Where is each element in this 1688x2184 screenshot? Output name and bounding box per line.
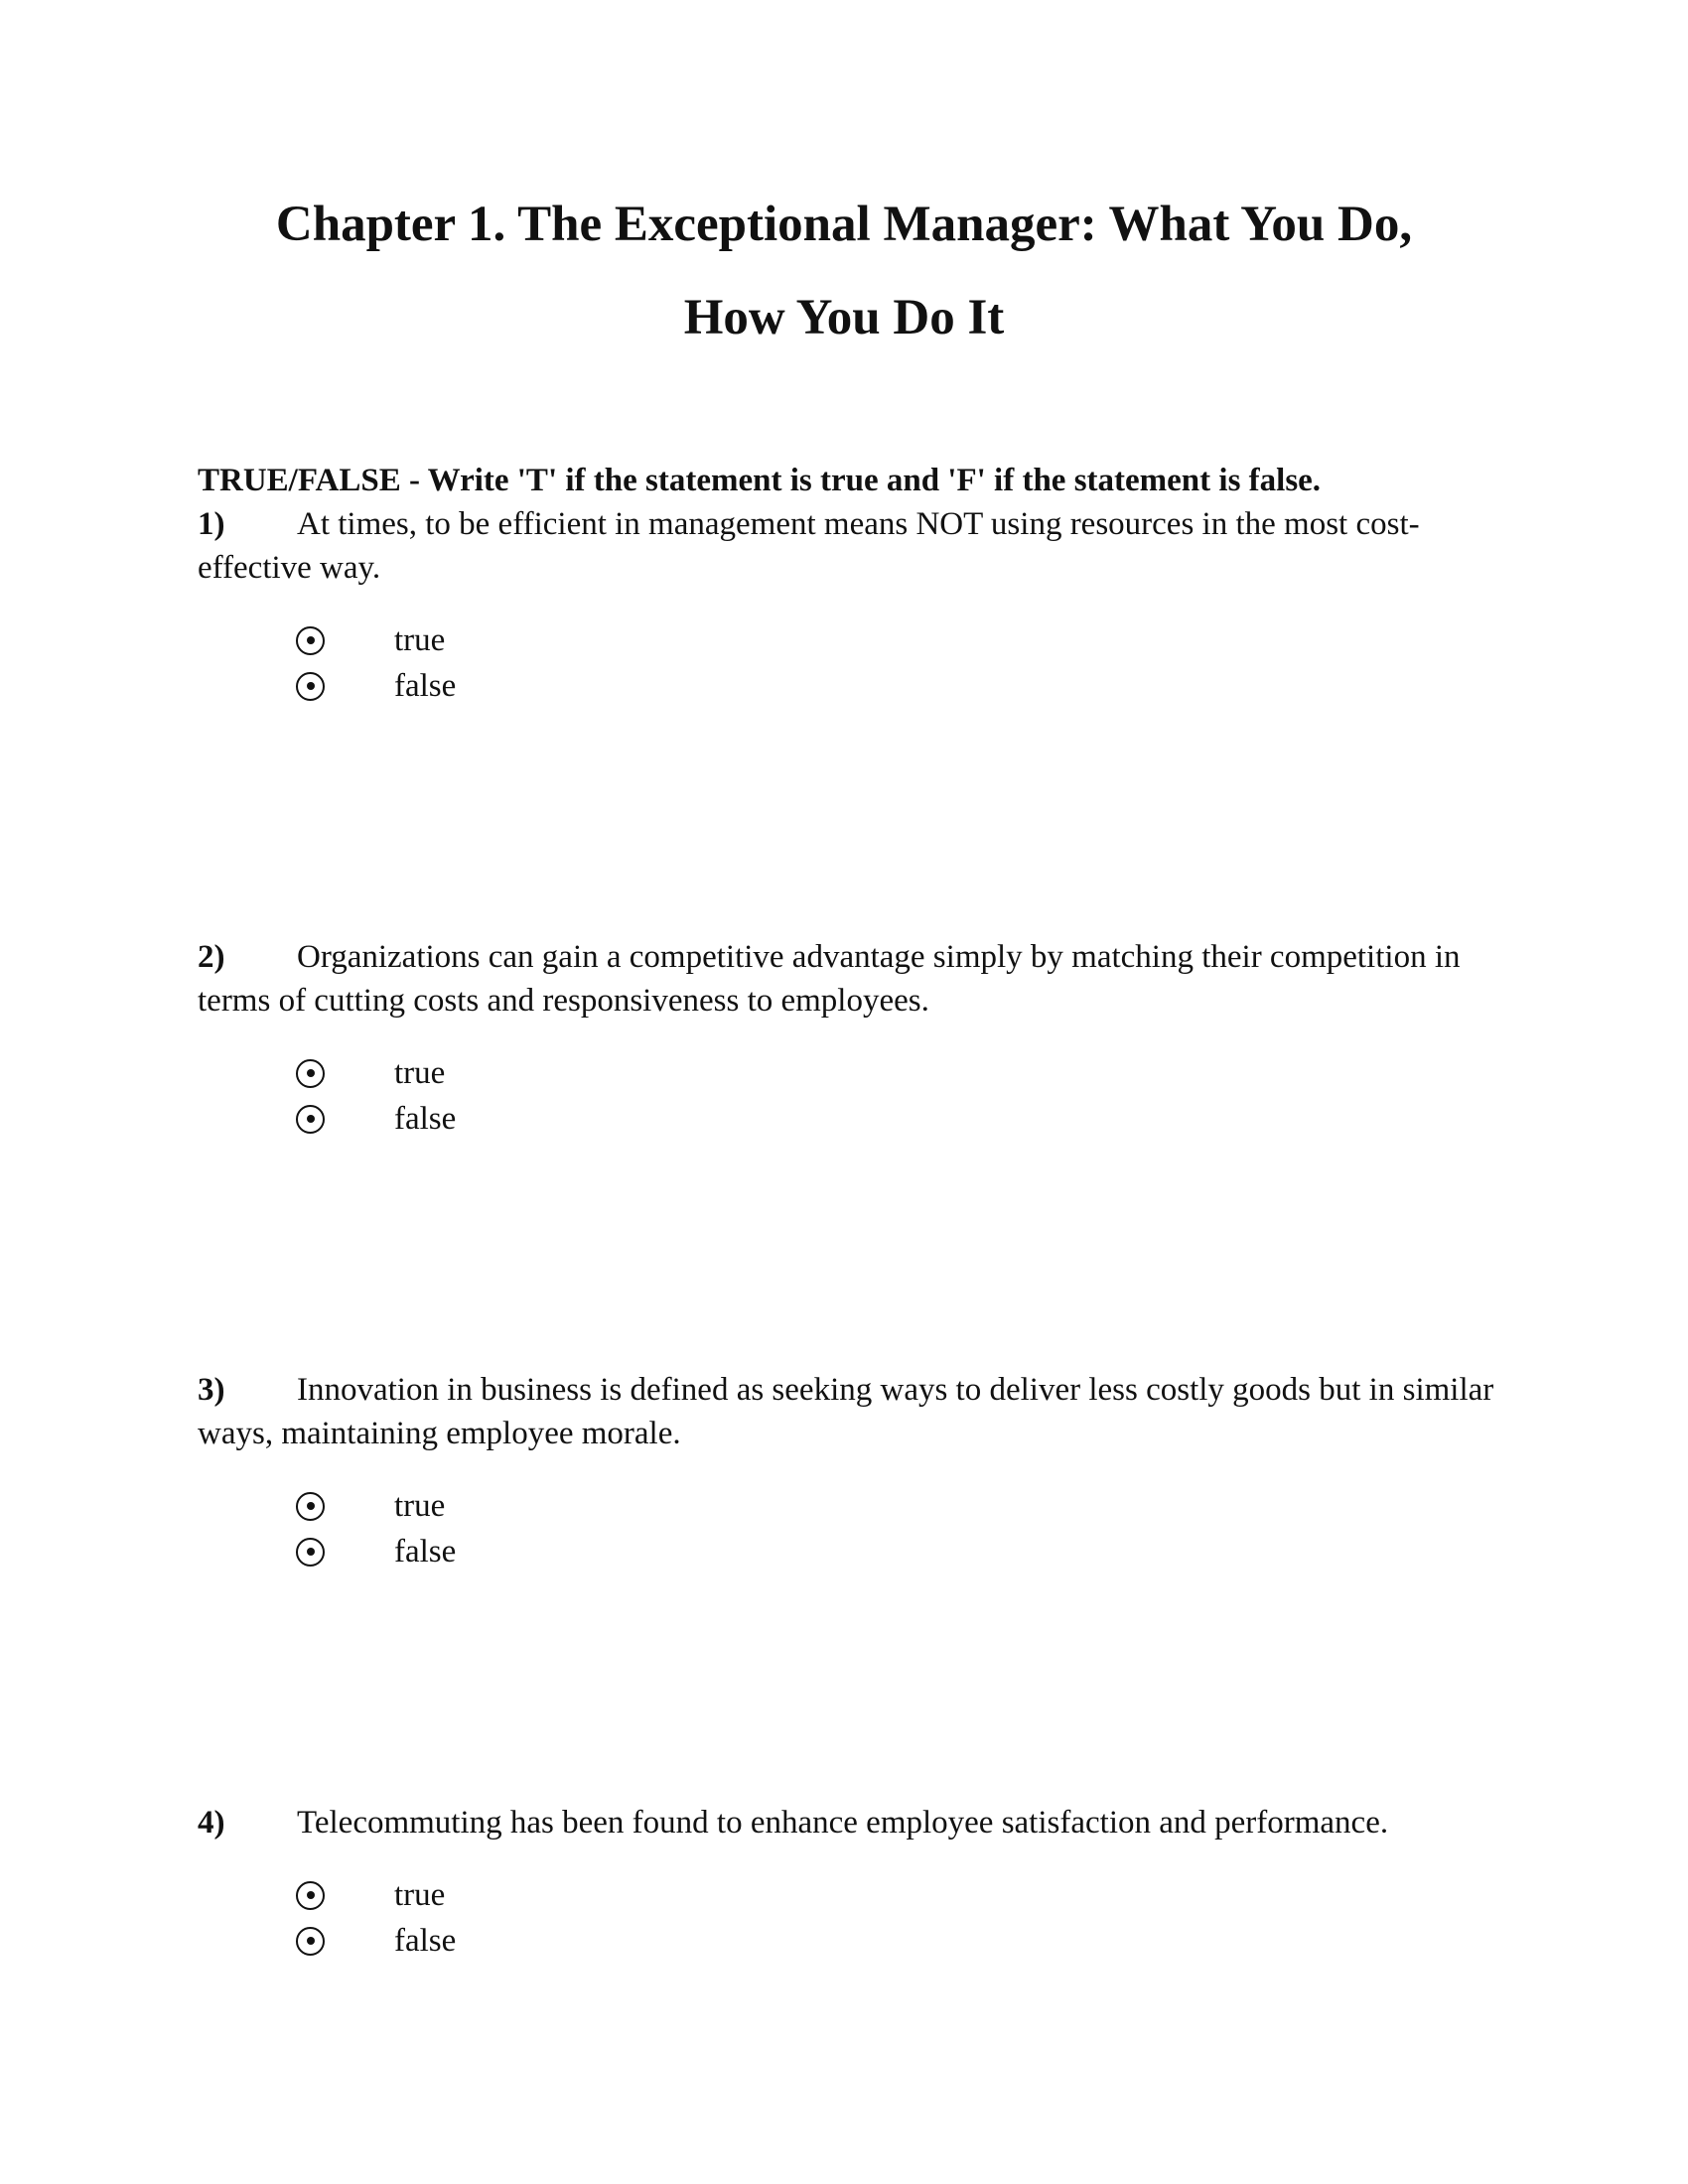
radio-icon[interactable] (296, 626, 325, 655)
radio-dot-icon (307, 1937, 315, 1945)
option-label: false (394, 1101, 457, 1137)
radio-icon[interactable] (296, 1059, 325, 1088)
option-true[interactable] (296, 617, 1498, 663)
question-number: 4) (198, 1805, 225, 1841)
option-false[interactable] (296, 1096, 1498, 1142)
radio-dot-icon (307, 682, 315, 690)
radio-dot-icon (307, 1115, 315, 1123)
radio-dot-icon (307, 1069, 315, 1077)
question-text-block (198, 1801, 1498, 1844)
question-1 (198, 502, 1498, 709)
question-text-block (198, 1368, 1498, 1455)
option-false[interactable] (296, 663, 1498, 709)
question-number: 1) (198, 506, 225, 542)
radio-icon[interactable] (296, 672, 325, 701)
radio-icon[interactable] (296, 1538, 325, 1567)
option-label: false (394, 668, 457, 704)
option-label: true (394, 622, 446, 658)
question-text: Organizations can gain a competitive advantage simply by matching their competition in terms of cutting costs and responsiveness to employees. (198, 939, 1461, 1019)
radio-dot-icon (307, 1548, 315, 1556)
radio-icon[interactable] (296, 1881, 325, 1910)
option-false[interactable] (296, 1918, 1498, 1964)
radio-icon[interactable] (296, 1105, 325, 1134)
question-4 (198, 1801, 1498, 1964)
section-instructions: TRUE/FALSE - Write 'T' if the statement is true and 'F' if the statement is false. (198, 463, 1322, 498)
option-label: true (394, 1877, 446, 1913)
option-label: true (394, 1055, 446, 1091)
page-title-line-2: How You Do It (683, 290, 1005, 345)
question-number: 2) (198, 939, 225, 975)
answer-options (296, 1050, 1498, 1142)
radio-icon[interactable] (296, 1492, 325, 1521)
radio-dot-icon (307, 636, 315, 644)
question-text: Telecommuting has been found to enhance employee satisfaction and performance. (297, 1805, 1389, 1841)
option-label: false (394, 1923, 457, 1959)
answer-options (296, 617, 1498, 709)
option-false[interactable] (296, 1529, 1498, 1574)
question-text-block (198, 502, 1498, 590)
option-true[interactable] (296, 1050, 1498, 1096)
option-true[interactable] (296, 1483, 1498, 1529)
question-text: Innovation in business is defined as seeking ways to deliver less costly goods but in similar ways, maintaining employee morale. (198, 1372, 1494, 1451)
question-3 (198, 1368, 1498, 1574)
option-label: true (394, 1488, 446, 1524)
radio-dot-icon (307, 1891, 315, 1899)
option-label: false (394, 1534, 457, 1570)
question-text: At times, to be efficient in management means NOT using resources in the most cost-effective way. (198, 506, 1420, 586)
page-title-line-1: Chapter 1. The Exceptional Manager: What You Do, (275, 197, 1413, 252)
question-number: 3) (198, 1372, 225, 1408)
answer-options (296, 1483, 1498, 1574)
question-text-block (198, 935, 1498, 1023)
radio-dot-icon (307, 1502, 315, 1510)
answer-options (296, 1872, 1498, 1964)
option-true[interactable] (296, 1872, 1498, 1918)
question-2 (198, 935, 1498, 1142)
radio-icon[interactable] (296, 1927, 325, 1956)
